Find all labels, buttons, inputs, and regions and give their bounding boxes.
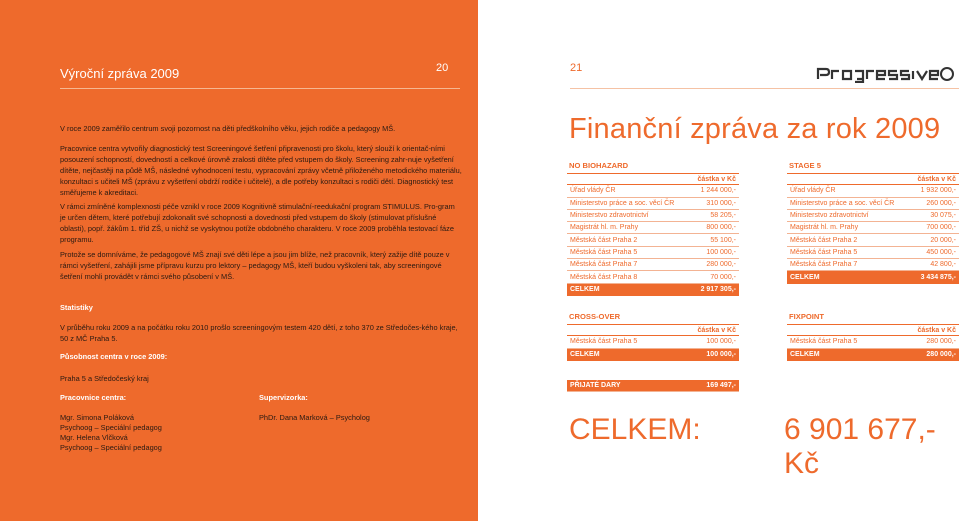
total-value: 100 000,- xyxy=(706,351,736,359)
total-value: 3 434 875,- xyxy=(920,274,956,282)
amount-header: částka v Kč xyxy=(697,175,736,183)
scope-text: Praha 5 a Středočeský kraj xyxy=(60,374,149,383)
statistics-heading: Statistiky xyxy=(60,303,93,312)
amount-header: částka v Kč xyxy=(697,326,736,334)
row-label: Magistrát hl. m. Prahy xyxy=(790,224,859,232)
table-row xyxy=(787,198,959,210)
header-divider xyxy=(60,88,460,89)
amount-header-row xyxy=(787,173,959,185)
cross-over-table xyxy=(567,324,739,361)
staff-role-2: Psychoog – Speciální pedagog xyxy=(60,443,162,452)
table-row xyxy=(787,259,959,271)
stage5-table xyxy=(787,173,959,284)
progressive-logo xyxy=(816,63,956,83)
row-value: 100 000,- xyxy=(706,338,736,346)
gifts-table xyxy=(567,380,739,392)
total-value: 2 917 305,- xyxy=(700,286,736,294)
row-label: Ministerstvo práce a soc. věcí ČR xyxy=(570,199,675,207)
row-value: 1 244 000,- xyxy=(700,187,736,195)
amount-header-row xyxy=(787,324,959,336)
statistics-text: V průběhu roku 2009 a na počátku roku 2010 prošlo screeningovým testem 420 dětí, z toho 370 ze Středočes-kého kraje, 50 z MČ Praha 5. xyxy=(60,323,458,343)
stage5-heading: STAGE 5 xyxy=(789,161,821,170)
supervision-heading: Supervizorka: xyxy=(259,393,308,402)
gifts-value: 169 497,- xyxy=(706,382,736,390)
total-row xyxy=(567,349,739,361)
row-value: 30 075,- xyxy=(930,212,956,220)
page-number-right: 21 xyxy=(570,62,583,74)
table-row xyxy=(787,210,959,222)
table-row xyxy=(567,336,739,348)
row-value: 700 000,- xyxy=(926,224,956,232)
table-row xyxy=(787,185,959,197)
row-value: 260 000,- xyxy=(926,199,956,207)
amount-header-row xyxy=(567,173,739,185)
screening-paragraph: Pracovnice centra vytvořily diagnostický test Screeningové šetření připravenosti pro školu, který slouží k orientač-ními posouzení schopností, dovedností a celkové úrovně zralosti dítěte před vstupem do školy. Screening zahr-nuje vyšetření dítěte, nejčastěji na půdě MŠ, následné vyhodnocení testu, vypracování zprávy včetně přiloženého metodického materiálu, konzultaci s učiteli MŠ (zprávu z vyšetření obdrží rodiče i učitelé), a dle potřeby konzultaci s rodiči dětí. Diagnostický test směřujeme k akreditaci. xyxy=(60,144,462,197)
table-row xyxy=(567,185,739,197)
fixpoint-heading: FIXPOINT xyxy=(789,312,825,321)
gifts-label: PŘIJATÉ DARY xyxy=(570,382,621,390)
table-row xyxy=(787,222,959,234)
report-title: Výroční zpráva 2009 xyxy=(60,66,180,81)
table-row xyxy=(567,247,739,259)
total-row xyxy=(787,349,959,361)
table-row xyxy=(567,222,739,234)
table-row xyxy=(567,210,739,222)
left-page xyxy=(0,0,478,521)
row-label: Městská část Praha 8 xyxy=(570,273,638,281)
row-value: 42 800,- xyxy=(930,261,956,269)
grand-total-label: CELKEM: xyxy=(569,413,701,446)
row-value: 100 000,- xyxy=(706,248,736,256)
row-value: 280 000,- xyxy=(926,338,956,346)
staff-name-1: Mgr. Simona Poláková xyxy=(60,413,134,422)
row-label: Ministerstvo práce a soc. věcí ČR xyxy=(790,199,895,207)
financial-report-title: Finanční zpráva za rok 2009 xyxy=(569,113,941,145)
row-value: 20 000,- xyxy=(930,236,956,244)
table-row xyxy=(567,234,739,246)
row-label: Úřad vlády ČR xyxy=(790,187,836,195)
intro-paragraph: V roce 2009 zaměřilo centrum svoji pozornost na děti předškolního věku, jejich rodiče a pedagogy MŠ. xyxy=(60,124,396,133)
row-label: Městská část Praha 2 xyxy=(790,236,858,244)
row-value: 800 000,- xyxy=(706,224,736,232)
row-value: 450 000,- xyxy=(926,248,956,256)
stimulus-paragraph: V rámci zmíněné komplexnosti péče vznikl v roce 2009 Kognitivně stimulační-reedukační program STIMULUS. Pro-gram je určen dětem, které potřebují zdokonalit své schopnosti a dovednosti před vstupem do školy (stimulovat příslušné oblasti), popř. žákům 1. tříd ZŠ, u nichž se vyskytnou potíže obdobného charakteru. V roce 2009 proběhla testovací fáze programu. xyxy=(60,202,455,244)
total-row xyxy=(787,271,959,283)
total-value: 280 000,- xyxy=(926,351,956,359)
row-label: Úřad vlády ČR xyxy=(570,187,616,195)
total-label: CELKEM xyxy=(570,286,600,294)
table-row xyxy=(787,234,959,246)
scope-heading: Působnost centra v roce 2009: xyxy=(60,352,168,361)
row-label: Městská část Praha 7 xyxy=(790,261,858,269)
amount-header: částka v Kč xyxy=(917,326,956,334)
row-label: Městská část Praha 5 xyxy=(570,248,638,256)
amount-header-row xyxy=(567,324,739,336)
header-divider-right xyxy=(570,88,959,89)
staff-name-2: Mgr. Helena Vlčková xyxy=(60,433,128,442)
gifts-row xyxy=(567,380,739,392)
total-label: CELKEM xyxy=(570,351,600,359)
row-value: 1 932 000,- xyxy=(920,187,956,195)
grand-total-value: 6 901 677,- Kč xyxy=(784,413,936,480)
fixpoint-table xyxy=(787,324,959,361)
row-value: 58 205,- xyxy=(710,212,736,220)
staff-heading: Pracovnice centra: xyxy=(60,393,127,402)
no-biohazard-table xyxy=(567,173,739,296)
row-label: Městská část Praha 5 xyxy=(570,338,638,346)
row-value: 280 000,- xyxy=(706,261,736,269)
row-label: Městská část Praha 5 xyxy=(790,248,858,256)
table-row xyxy=(567,259,739,271)
row-label: Městská část Praha 5 xyxy=(790,338,858,346)
course-paragraph: Protože se domníváme, že pedagogové MŠ znají své děti lépe a jsou jim blíže, než pracovník, který zažije dítě pouze v rámci vyšetření, zahájili jsme přípravu kurzu pro lektory – pedagogy MŠ, kteří budou vyškoleni tak, aby screeningové šetření mohli provádět v rámci svého působení v MŠ. xyxy=(60,250,450,281)
total-row xyxy=(567,284,739,296)
table-row xyxy=(787,336,959,348)
amount-header: částka v Kč xyxy=(917,175,956,183)
row-label: Městská část Praha 7 xyxy=(570,261,638,269)
row-value: 70 000,- xyxy=(710,273,736,281)
total-label: CELKEM xyxy=(790,274,820,282)
page-number-left: 20 xyxy=(436,62,449,74)
total-label: CELKEM xyxy=(790,351,820,359)
supervision-name: PhDr. Dana Marková – Psycholog xyxy=(259,413,370,422)
row-value: 55 100,- xyxy=(710,236,736,244)
row-label: Městská část Praha 2 xyxy=(570,236,638,244)
row-label: Ministerstvo zdravotnictví xyxy=(570,212,649,220)
table-row xyxy=(567,271,739,283)
table-row xyxy=(787,247,959,259)
row-label: Ministerstvo zdravotnictví xyxy=(790,212,869,220)
row-value: 310 000,- xyxy=(706,199,736,207)
row-label: Magistrát hl. m. Prahy xyxy=(570,224,639,232)
staff-role-1: Psychoog – Speciální pedagog xyxy=(60,423,162,432)
no-biohazard-heading: NO BIOHAZARD xyxy=(569,161,629,170)
table-row xyxy=(567,198,739,210)
cross-over-heading: CROSS-OVER xyxy=(569,312,621,321)
